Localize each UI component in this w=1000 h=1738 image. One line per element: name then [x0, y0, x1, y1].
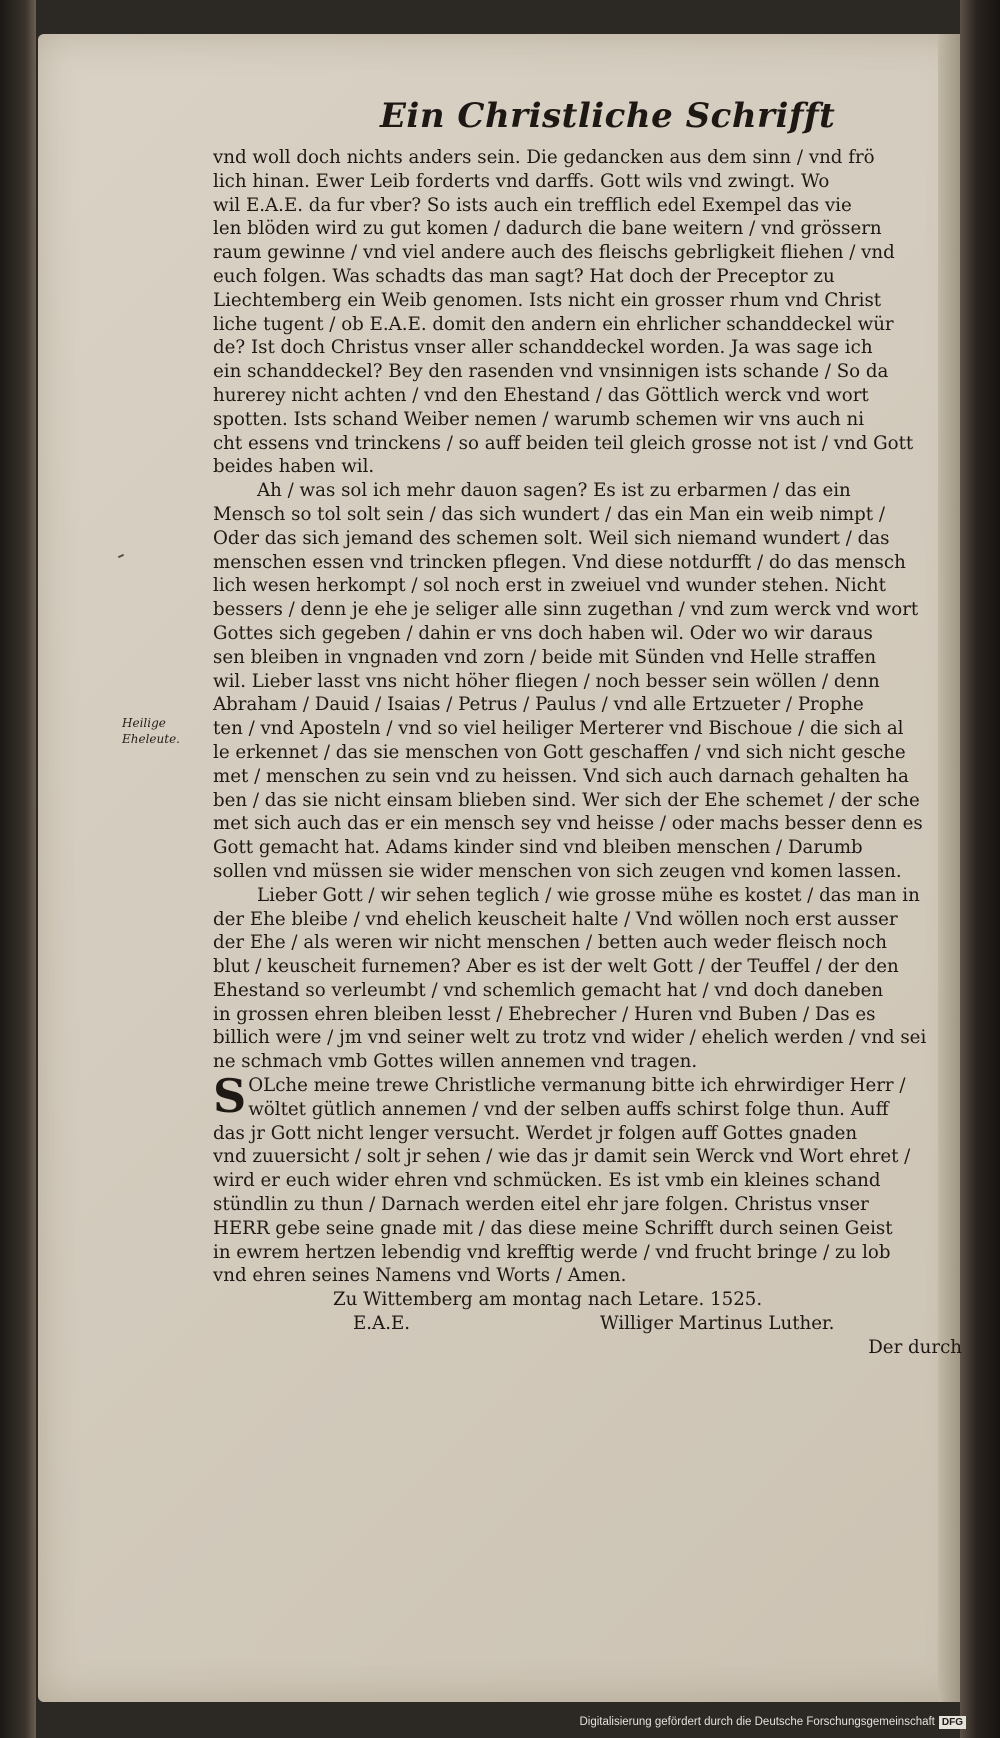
text-line: sen bleiben in vngnaden vnd zorn / beide mit Sünden vnd Helle straffen: [213, 646, 877, 668]
text-line: ne schmach vmb Gottes willen annemen vnd tragen.: [213, 1051, 698, 1073]
text-line: met sich auch das er ein mensch sey vnd heisse / oder machs besser denn es: [213, 813, 923, 835]
text-line: HERR gebe seine gnade mit / das diese meine Schrifft durch seinen Geist: [213, 1217, 893, 1239]
text-line: in grossen ehren bleiben lesst / Ehebrecher / Huren vnd Buben / Das es: [213, 1003, 876, 1025]
footer-credit: [566, 1716, 966, 1734]
text-line-content: OLche meine trewe Christliche vermanung bitte ich ehrwirdiger Herr /: [248, 1075, 906, 1097]
text-line: euch folgen. Was schadts das man sagt? Hat doch der Preceptor zu: [213, 265, 835, 287]
text-line: Oder das sich jemand des schemen solt. Weil sich niemand wundert / das: [213, 527, 890, 549]
text-line: Gott gemacht hat. Adams kinder sind vnd bleiben menschen / Darumb: [213, 837, 863, 859]
text-line: Liechtemberg ein Weib genomen. Ists nicht ein grosser rhum vnd Christ: [213, 289, 882, 311]
text-line: wöltet gütlich annemen / vnd der selben auffs schirst folge thun. Auff: [248, 1098, 889, 1120]
text-line: spotten. Ists schand Weiber nemen / warumb schemen wir vns auch ni: [213, 408, 865, 430]
dfg-logo: DFG: [939, 1716, 966, 1729]
text-line: der Ehe bleibe / vnd ehelich keuscheit halte / Vnd wöllen noch erst ausser: [213, 908, 898, 930]
text-line: vnd ehren seines Namens vnd Worts / Amen.: [213, 1265, 627, 1287]
text-line: wil E.A.E. da fur vber? So ists auch ein trefflich edel Exempel das vie: [213, 194, 852, 216]
text-line: Ehestand so verleumbt / vnd schemlich gemacht hat / vnd doch daneben: [213, 979, 884, 1001]
text-line: der Ehe / als weren wir nicht menschen / betten auch weder fleisch noch: [213, 932, 887, 954]
running-header: Ein Christliche Schrifft: [380, 96, 836, 136]
text-line: in ewrem hertzen lebendig vnd krefftig werde / vnd frucht bringe / zu lob: [213, 1241, 891, 1263]
text-line: Lieber Gott / wir sehen teglich / wie grosse mühe es kostet / das man in: [257, 884, 920, 906]
body-text: [213, 146, 970, 1360]
text-line: ein schanddeckel? Bey den rasenden vnd vnsinnigen ists schande / So da: [213, 361, 889, 383]
text-line: wil. Lieber lasst vns nicht höher fliegen / noch besser sein wöllen / denn: [213, 670, 880, 692]
dateline: Zu Wittemberg am montag nach Letare. 1525.: [333, 1289, 763, 1311]
addressee-initials: E.A.E.: [353, 1313, 411, 1335]
text-line: das jr Gott nicht lenger versucht. Werdet jr folgen auff Gottes gnaden: [213, 1122, 858, 1144]
text-line: Mensch so tol solt sein / das sich wundert / das ein Man ein weib nimpt /: [213, 503, 885, 525]
text-line: le erkennet / das sie menschen von Gott geschaffen / vnd sich nicht gesche: [213, 741, 906, 763]
text-line: raum gewinne / vnd viel andere auch des fleischs gebrligkeit fliehen / vnd: [213, 242, 895, 264]
text-line: beides haben wil.: [213, 456, 375, 478]
signature: Williger Martinus Luther.: [600, 1313, 835, 1335]
book-left-edge: [0, 0, 36, 1738]
text-line: Gottes sich gegeben / dahin er vns doch haben wil. Oder wo wir daraus: [213, 622, 873, 644]
text-line: met / menschen zu sein vnd zu heissen. Vnd sich auch darnach gehalten ha: [213, 765, 909, 787]
text-line: vnd zuuersicht / solt jr sehen / wie das jr damit sein Werck vnd Wort ehret /: [213, 1146, 911, 1168]
text-line: stündlin zu thun / Darnach werden eitel ehr jare folgen. Christus vnser: [213, 1194, 869, 1216]
text-line: blut / keuscheit furnemen? Aber es ist der welt Gott / der Teuffel / der den: [213, 956, 899, 978]
text-line: wird er euch wider ehren vnd schmücken. Es ist vmb ein kleines schand: [213, 1170, 881, 1192]
text-line: lich hinan. Ewer Leib forderts vnd darffs. Gott wils vnd zwingt. Wo: [213, 170, 830, 192]
text-line: menschen essen vnd trincken pflegen. Vnd diese notdurfft / do das mensch: [213, 551, 906, 573]
drop-initial: S: [213, 1069, 247, 1124]
text-line: ten / vnd Aposteln / vnd so viel heiliger Merterer vnd Bischoue / die sich al: [213, 718, 904, 740]
text-line: lich wesen herkompt / sol noch erst in zweiuel vnd wunder stehen. Nicht: [213, 575, 886, 597]
marginal-note: Heilige Eheleute.: [122, 716, 180, 746]
text-line: Abraham / Dauid / Isaias / Petrus / Paulus / vnd alle Ertzueter / Prophe: [213, 694, 864, 716]
footer-text: Digitalisierung gefördert durch die Deutsche Forschungsgemeinschaft: [579, 1716, 935, 1728]
text-line: liche tugent / ob E.A.E. domit den andern ein ehrlicher schanddeckel wür: [213, 313, 894, 335]
text-line: de? Ist doch Christus vnser aller schanddeckel worden. Ja was sage ich: [213, 337, 873, 359]
text-line: len blöden wird zu gut komen / dadurch die bane weitern / vnd grössern: [213, 218, 882, 240]
text-line: sollen vnd müssen sie wider menschen von sich zeugen vnd komen lassen.: [213, 860, 902, 882]
catchword: Der durch: [868, 1336, 962, 1358]
text-line: billich were / jm vnd seiner welt zu trotz vnd wider / ehelich werden / vnd sei: [213, 1027, 927, 1049]
text-line: ben / das sie nicht einsam blieben sind. Wer sich der Ehe schemet / der sche: [213, 789, 920, 811]
text-line: Ah / was sol ich mehr dauon sagen? Es ist zu erbarmen / das ein: [257, 480, 851, 502]
signature-line: [213, 1312, 970, 1336]
text-line: bessers / denn je ehe je seliger alle sinn zugethan / vnd zum werck vnd wort: [213, 599, 919, 621]
text-line: cht essens vnd trinckens / so auff beiden teil gleich grosse not ist / vnd Gott: [213, 432, 914, 454]
text-line: hurerey nicht achten / vnd den Ehestand / das Göttlich werck vnd wort: [213, 384, 869, 406]
text-line: vnd woll doch nichts anders sein. Die gedancken aus dem sinn / vnd frö: [213, 147, 875, 168]
